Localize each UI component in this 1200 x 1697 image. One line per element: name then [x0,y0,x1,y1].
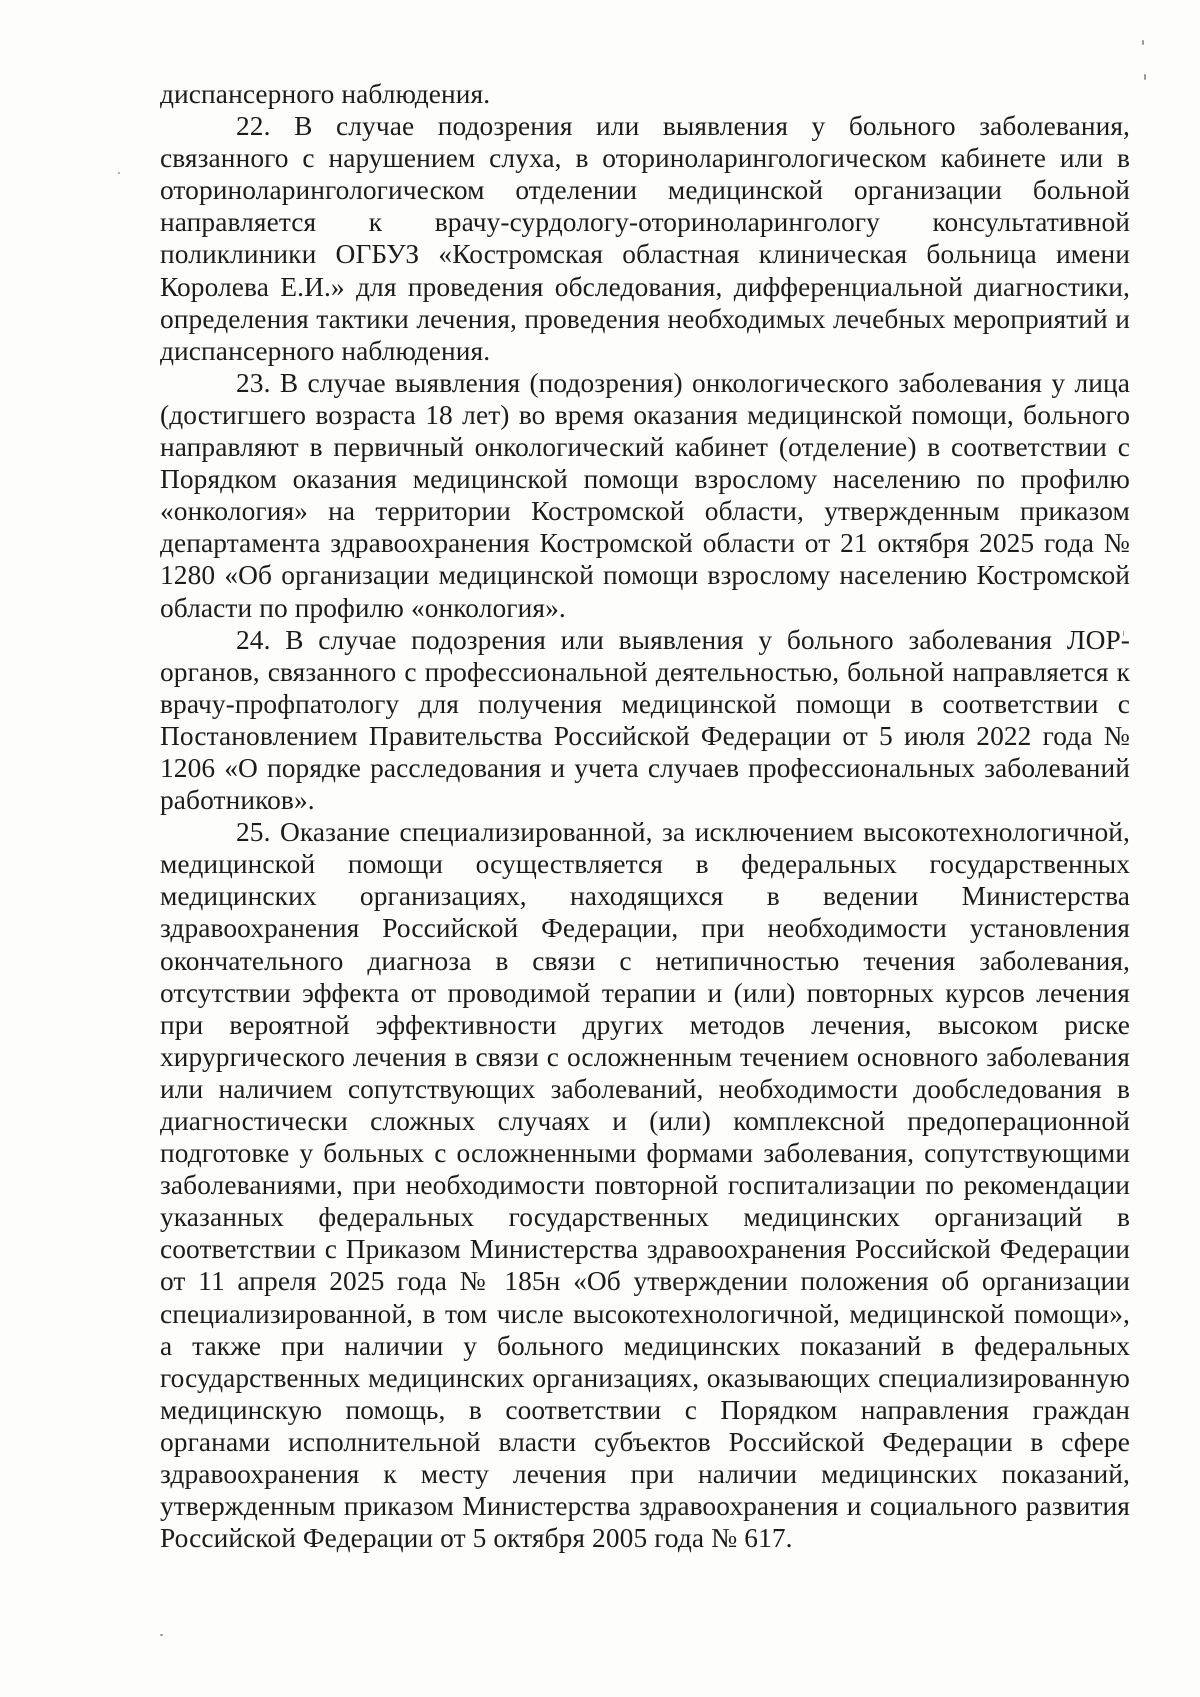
document-body [160,78,1130,1554]
paragraph-number: 25. [236,817,271,848]
paragraph-text: В случае подозрения или выявления у больного заболевания, связанного с нарушением слуха, в оториноларингологическом кабинете или в оториноларингологическом отделении медицинской организации больной направляется к врачу-сурдологу-оториноларингологу консультативной поликлиники ОГБУЗ «Костромская областная клиническая больница имени Королева Е.И.» для проведения обследования, дифференциальной диагностики, определения тактики лечения, проведения необходимых лечебных мероприятий и диспансерного наблюдения. [160,111,1131,366]
paragraph-25 [160,816,1130,1554]
paragraph-22 [160,110,1130,367]
scan-speck [160,1634,163,1636]
paragraph-text: Оказание специализированной, за исключением высокотехнологичной, медицинской помощи осуществляется в федеральных государственных медицинских организациях, находящихся в ведении Министерства здравоохранения Российской Федерации, при необходимости установления окончательного диагноза в связи с нетипичностью течения заболевания, отсутствии эффекта от проводимой терапии и (или) повторных курсов лечения при вероятной эффективности других методов лечения, высоком риске хирургического лечения в связи с осложненным течением основного заболевания или наличием сопутствующих заболеваний, необходимости дообследования в диагностически сложных случаях и (или) комплексной предоперационной подготовке у больных с осложненными формами заболевания, сопутствующими заболеваниями, при необходимости повторной госпитализации по рекомендации указанных федеральных государственных медицинских организаций в соответствии с Приказом Министерства здравоохранения Российской Федерации от 11 апреля 2025 года № 185н «Об утверждении положения об организации специализированной, в том числе высокотехнологичной, медицинской помощи», а также при наличии у больного медицинских показаний в федеральных государственных медицинских организациях, оказывающих специализированную медицинскую помощь, в соответствии с Порядком направления граждан органами исполнительной власти субъектов Российской Федерации в сфере здравоохранения к месту лечения при наличии медицинских показаний, утвержденным приказом Министерства здравоохранения и социального развития Российской Федерации от 5 октября 2005 года № 617. [160,817,1130,1554]
paragraph-23 [160,367,1130,624]
scan-speck [1144,74,1146,80]
paragraph-24 [160,624,1130,817]
paragraph-continuation [160,78,1130,110]
paragraph-text: В случае выявления (подозрения) онкологического заболевания у лица (достигшего возраста 18 лет) во время оказания медицинской помощи, больного направляют в первичный онкологический кабинет (отделение) в соответствии с Порядком оказания медицинской помощи взрослому населению по профилю «онкология» на территории Костромской области, утвержденным приказом департамента здравоохранения Костромской области от 21 октября 2025 года № 1280 «Об организации медицинской помощи взрослому населению Костромской области по профилю «онкология». [160,367,1130,623]
paragraph-number: 24. [236,624,271,655]
paragraph-number: 23. [236,367,271,398]
scan-speck [118,172,120,174]
scan-speck [1142,40,1144,45]
paragraph-text: диспансерного наблюдения. [160,79,491,109]
paragraph-number: 22. [236,111,271,142]
paragraph-text: В случае подозрения или выявления у больного заболевания ЛОР-органов, связанного с профессиональной деятельностью, больной направляется к врачу-профпатологу для получения медицинской помощи в соответствии с Постановлением Правительства Российской Федерации от 5 июля 2022 года № 1206 «О порядке расследования и учета случаев профессиональных заболеваний работников». [160,624,1131,816]
